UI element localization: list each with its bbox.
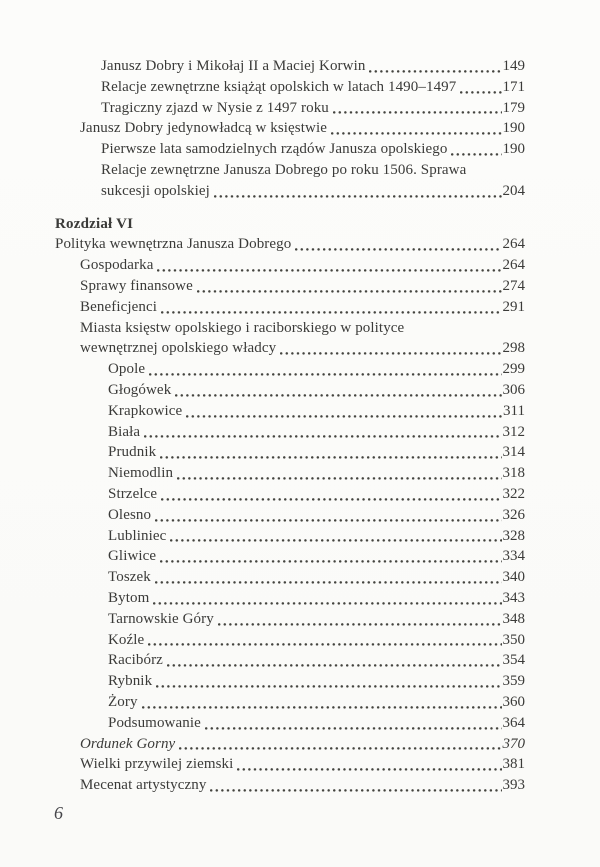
toc-entry [55,713,525,734]
dot-leader [138,692,503,713]
toc-entry-page: 322 [502,485,525,502]
toc-entry-page: 149 [502,58,525,74]
toc-entry-page: 370 [502,735,525,752]
toc-entry-page: 359 [502,673,525,690]
toc-entry-label: Racibórz [108,652,163,669]
toc-entry-label: Olesno [108,506,152,523]
toc-entry-page: 312 [502,423,525,440]
toc-entry-label: Biała [108,423,141,440]
toc-entry-page: 264 [502,257,525,274]
toc-entry-label: Gliwice [108,548,157,565]
toc-entry [55,588,525,609]
toc-entry-label: Tragiczny zjazd w Nysie z 1497 roku [101,99,329,116]
dot-leader [193,276,503,297]
toc-entry-page: 381 [502,756,525,773]
toc-entry [55,442,525,463]
toc-entry-label: Żory [108,693,138,710]
dot-leader [152,671,502,692]
toc-entry-page: 328 [502,527,525,544]
toc-entry [55,671,525,692]
toc-entry-label: Tarnowskie Góry [108,610,214,627]
toc-entry [55,526,525,547]
dot-leader [447,139,502,160]
toc-entry-label: Prudnik [108,444,157,461]
toc-entry [55,546,525,567]
dot-leader [276,338,502,359]
dot-leader [365,56,502,77]
toc-entry [55,98,525,119]
toc-entry-label: Polityka wewnętrzna Janusza Dobrego [55,236,292,253]
dot-leader [214,609,503,630]
toc-entry-label: Toszek [108,569,151,586]
toc-entry-label: Strzelce [108,485,158,502]
toc-entry-label: Rybnik [108,673,153,690]
toc-entry-label: Pierwsze lata samodzielnych rządów Janusza opolskiego [101,141,448,158]
toc-entry [55,297,525,318]
toc-entry-page: 350 [502,631,525,648]
dot-leader [327,118,503,139]
toc-entry-page: 298 [502,340,525,357]
toc-chapter-heading [55,214,525,235]
toc-entry [55,255,525,276]
dot-leader [175,734,502,755]
dot-leader [157,484,502,505]
dot-leader [171,380,502,401]
toc-entry-label: Mecenat artystyczny [80,777,207,794]
toc-entry-label: Krapkowice [108,402,183,419]
toc-entry-label: Beneficjenci [80,298,157,315]
toc-entry [55,234,525,255]
toc-entry-page: 190 [502,120,525,137]
dot-leader [156,442,502,463]
toc-entry [55,318,525,339]
toc-entry-page: 179 [502,99,525,116]
toc-entry-label: Wielki przywilej ziemski [80,756,234,773]
toc-entry-page: 291 [502,298,525,315]
toc-entry-label: Rozdział VI [55,215,134,232]
toc-entry-page: 171 [502,78,525,95]
toc-entry [55,734,525,755]
toc-entry-label: Gospodarka [80,257,154,274]
toc-entry [55,139,525,160]
toc-entry-page: 354 [502,652,525,669]
toc-entry-label: Bytom [108,589,150,606]
toc-entry-page: 343 [502,589,525,606]
dot-leader [210,181,503,202]
toc-entry [55,422,525,443]
toc-entry-label: Relacje zewnętrzne książąt opolskich w latach 1490–1497 [101,78,457,95]
toc-entry [55,160,525,181]
toc-entry-page: 360 [502,693,525,710]
toc-entry-page: 314 [502,444,525,461]
dot-leader [329,98,503,119]
toc-entry-page: 204 [502,182,525,199]
toc-entry [55,56,525,77]
toc-entry-label: wewnętrznej opolskiego władcy [80,340,277,357]
dot-leader [173,463,502,484]
toc-list [55,56,525,796]
dot-leader [206,775,502,796]
toc-entry [55,380,525,401]
toc-entry-label: Miasta księstw opolskiego i raciborskiego w polityce [80,319,405,336]
toc-entry-page: 311 [503,402,525,419]
dot-leader [456,77,502,98]
toc-entry [55,338,525,359]
toc-entry-page: 326 [502,506,525,523]
toc-entry-label: Relacje zewnętrzne Janusza Dobrego po roku 1506. Sprawa [101,161,467,178]
toc-entry-label: Ordunek Gorny [80,735,176,752]
toc-entry-label: Niemodlin [108,465,174,482]
toc-entry-label: sukcesji opolskiej [101,182,210,199]
toc-entry [55,754,525,775]
toc-entry-label: Głogówek [108,381,172,398]
toc-entry [55,567,525,588]
toc-entry-label: Opole [108,361,146,378]
toc-entry [55,77,525,98]
dot-leader [145,359,502,380]
toc-entry-page: 348 [502,610,525,627]
dot-leader [163,650,503,671]
dot-leader [151,567,503,588]
toc-entry [55,276,525,297]
toc-entry-page: 190 [502,141,525,158]
toc-entry-page: 318 [502,465,525,482]
toc-entry [55,775,525,796]
toc-entry-page: 299 [502,361,525,378]
toc-entry-page: 334 [502,548,525,565]
toc-entry [55,181,525,202]
dot-leader [166,526,502,547]
dot-leader [182,401,503,422]
toc-entry-label: Lubliniec [108,527,167,544]
dot-leader [157,297,503,318]
toc-entry-label: Sprawy finansowe [80,277,193,294]
toc-entry [55,692,525,713]
toc-entry-label: Janusz Dobry i Mikołaj II a Maciej Korwin [101,58,366,74]
toc-entry [55,609,525,630]
toc-entry [55,650,525,671]
page-folio-number: 6 [54,803,63,823]
toc-entry-page: 340 [502,569,525,586]
dot-leader [291,234,502,255]
dot-leader [140,422,502,443]
toc-entry [55,630,525,651]
dot-leader [156,546,502,567]
toc-entry-page: 264 [502,236,525,253]
toc-entry [55,359,525,380]
toc-entry-page: 393 [502,777,525,794]
dot-leader [201,713,503,734]
dot-leader [151,505,502,526]
dot-leader [153,255,502,276]
toc-entry [55,118,525,139]
toc-entry-page: 364 [502,714,525,731]
dot-leader [233,754,502,775]
toc-entry [55,484,525,505]
dot-leader [149,588,502,609]
toc-entry-page: 274 [502,277,525,294]
dot-leader [144,630,502,651]
toc-entry [55,505,525,526]
toc-entry-label: Podsumowanie [108,714,201,731]
toc-entry-label: Janusz Dobry jedynowładcą w księstwie [80,120,327,137]
toc-entry [55,463,525,484]
toc-entry [55,401,525,422]
toc-entry-label: Koźle [108,631,145,648]
toc-entry-page: 306 [502,381,525,398]
